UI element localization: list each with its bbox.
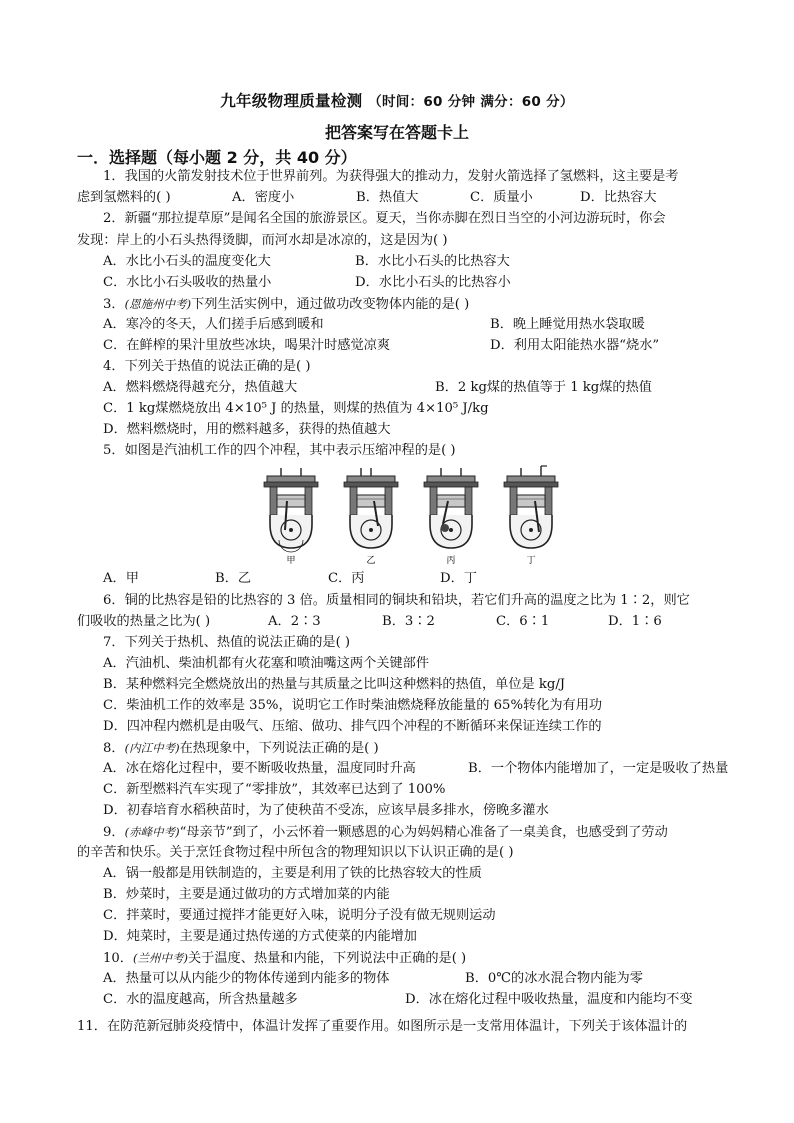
q3-option-a: A．寒冷的冬天，人们搓手后感到暖和 [103,317,324,332]
page-subtitle: 把答案写在答题卡上 [324,123,469,142]
q1-option-d: D．比热容大 [580,190,657,205]
q8-option-b: B．一个物体内能增加了，一定是吸收了热量 [468,761,729,776]
q10-stem-text: 关于温度、热量和内能，下列说法中正确的是( ) [187,951,467,966]
engine-ding [504,466,558,548]
q1-stem-line2: 虑到氢燃料的( ) [77,190,171,205]
q4-option-a: A．燃料燃烧得越充分，热值越大 [103,380,298,395]
q7-option-b: B．某种燃料完全燃烧放出的热量与其质量之比叫这种燃料的热值，单位是 kg/J [103,677,566,692]
q3-option-d: D．利用太阳能热水器“烧水” [490,338,660,353]
q5-option-b: B．乙 [215,571,252,586]
q9-stem-line2: 的辛苦和快乐。关于烹饪食物过程中所包含的物理知识以下认识正确的是( ) [77,845,514,860]
q10-option-a: A．热量可以从内能少的物体传递到内能多的物体 [103,971,390,986]
q5-option-a: A．甲 [103,571,139,586]
engine-label-bing: 丙 [446,556,456,566]
q2-stem-line2: 发现：岸上的小石头热得烫脚，而河水却是冰凉的，这是因为( ) [77,233,448,248]
q9-option-b: B．炒菜时，主要是通过做功的方式增加菜的内能 [103,887,390,902]
q4-stem: 4．下列关于热值的说法正确的是( ) [103,359,311,374]
q6-option-c: C．6∶1 [496,614,550,629]
q7-stem: 7．下列关于热机、热值的说法正确的是( ) [103,635,351,650]
q3-stem [103,294,469,315]
q8-source: (内江中考) [124,741,180,755]
q10-option-b: B．0℃的冰水混合物内能为零 [465,971,643,986]
page-title [0,89,794,111]
q8-option-d: D．初春培育水稻秧苗时，为了使秧苗不受冻，应该早晨多排水，傍晚多灌水 [103,803,549,818]
q7-option-d: D．四冲程内燃机是由吸气、压缩、做功、排气四个冲程的不断循环来保证连续工作的 [103,719,602,734]
section-heading: 一．选择题（每小题 2 分，共 40 分） [77,148,357,167]
engine-strokes-figure [255,462,565,568]
q8-option-c: C．新型燃料汽车实现了“零排放”，其效率已达到了 100% [103,782,446,797]
q6-stem-line1: 6．铜的比热容是铅的比热容的 3 倍。质量相同的铜块和铅块，若它们升高的温度之比为 1∶2，则它 [103,593,690,608]
q3-stem-text: 下列生活实例中，通过做功改变物体内能的是( ) [191,297,470,312]
q6-option-b: B．3∶2 [382,614,435,629]
q5-option-c: C．丙 [328,571,365,586]
engine-label-yi: 乙 [366,556,376,566]
engine-label-jia: 甲 [286,556,296,566]
q10-number: 10． [103,951,133,966]
q2-option-d: D．水比小石头的比热容小 [355,275,511,290]
engine-yi [344,468,398,548]
q3-number: 3． [103,297,125,312]
q3-option-b: B．晚上睡觉用热水袋取暖 [490,317,645,332]
q1-stem-line1: 1．我国的火箭发射技术位于世界前列。为获得强大的推动力，发射火箭选择了氢燃料，这主要是考 [103,169,679,184]
q4-option-d: D．燃料燃烧时，用的燃料越多，获得的热值越大 [103,422,391,437]
q11-stem: 11．在防范新冠肺炎疫情中，体温计发挥了重要作用。如图所示是一支常用体温计，下列关于该体温计的 [77,1019,688,1034]
q9-stem-line1 [103,822,668,843]
q1-option-c: C．质量小 [470,190,533,205]
q7-option-a: A．汽油机、柴油机都有火花塞和喷油嘴这两个关键部件 [103,656,430,671]
q9-option-c: C．拌菜时，要通过搅拌才能更好入味，说明分子没有做无规则运动 [103,908,496,923]
q3-source: (恩施州中考) [124,297,192,311]
engine-bing [424,468,478,548]
q5-stem: 5．如图是汽油机工作的四个冲程，其中表示压缩冲程的是( ) [103,443,456,458]
q8-option-a: A．冰在熔化过程中，要不断吸收热量，温度同时升高 [103,761,416,776]
q10-option-c: C．水的温度越高，所含热量越多 [103,992,298,1007]
q2-option-b: B．水比小石头的比热容大 [355,254,510,269]
q5-option-d: D．丁 [440,571,477,586]
engine-label-ding: 丁 [526,556,536,566]
q6-option-a: A．2∶3 [268,614,321,629]
q2-stem-line1: 2．新疆“那拉提草原”是闻名全国的旅游景区。夏天，当你赤脚在烈日当空的小河边游玩时，你会 [103,211,666,226]
q9-number: 9． [103,825,125,840]
q1-option-a: A．密度小 [232,190,295,205]
q4-option-c: C．1 kg煤燃烧放出 4×10⁵ J 的热量，则煤的热值为 4×10⁵ J/kg [103,401,489,416]
q4-option-b: B．2 kg煤的热值等于 1 kg煤的热值 [435,380,652,395]
q10-source: (兰州中考) [132,951,188,965]
exam-title: 九年级物理质量检测 [220,92,363,110]
q10-option-d: D．冰在熔化过程中吸收热量，温度和内能均不变 [405,992,693,1007]
engine-jia [264,468,318,552]
q8-stem-text: 在热现象中，下列说法正确的是( ) [179,741,379,756]
q2-option-a: A．水比小石头的温度变化大 [103,254,271,269]
q9-option-d: D．炖菜时，主要是通过热传递的方式使菜的内能增加 [103,929,417,944]
q9-stem-text: “母亲节”到了，小云怀着一颗感恩的心为妈妈精心准备了一桌美食，也感受到了劳动 [179,825,668,840]
q6-option-d: D．1∶6 [608,614,662,629]
q10-stem [103,948,466,969]
q2-option-c: C．水比小石头吸收的热量小 [103,275,272,290]
q6-stem-line2: 们吸收的热量之比为( ) [77,614,211,629]
q9-source: (赤峰中考) [124,825,180,839]
q9-option-a: A．锅一般都是用铁制造的，主要是利用了铁的比热容较大的性质 [103,866,482,881]
exam-time-score: （时间：60 分钟 满分：60 分） [368,94,574,110]
q3-option-c: C．在鲜榨的果汁里放些冰块，喝果汁时感觉凉爽 [103,338,391,353]
q1-option-b: B．热值大 [356,190,419,205]
q7-option-c: C．柴油机工作的效率是 35%，说明它工作时柴油燃烧释放能量的 65%转化为有用功 [103,698,603,713]
q8-number: 8． [103,741,125,756]
q8-stem [103,738,379,759]
